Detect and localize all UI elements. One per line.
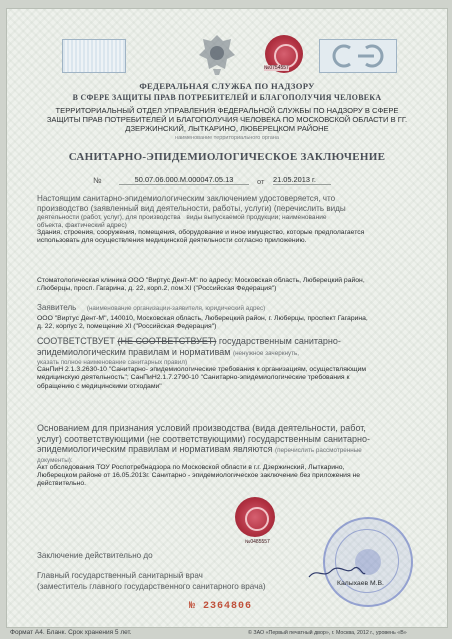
section-1-text: Здания, строения, сооружения, помещения, оборудование и иное имущество, которые предполагается [37, 229, 365, 236]
compliance-text: эпидемиологическим правилам и нормативам [37, 346, 231, 357]
facility-text: Стоматологическая клиника ООО "Виртус Дент-М" по адресу: Московская область, Люберецкий район, [37, 277, 365, 284]
rules-text: обращению с медицинскими отходами" [37, 382, 162, 390]
lead-line: Настоящим санитарно-эпидемиологическим заключением удостоверяется, что [37, 194, 336, 203]
footer-left: Формат А4. Бланк. Срок хранения 5 лет. [10, 629, 132, 636]
facility-text: г.Люберцы, просп. Гагарина, д. 22, корп.2, пом.XI ("Российская Федерация") [37, 285, 277, 293]
basis-text: Акт обследования ТОУ Роспотребнадзора по Московской области в г.г. Дзержинский, Лыткарино, [37, 463, 345, 471]
serial-value: 2364806 [203, 601, 253, 612]
basis-hint: (перечислить рассмотренные [275, 447, 362, 455]
coat-of-arms-icon [195, 31, 239, 77]
department-line: ЗАЩИТЫ ПРАВ ПОТРЕБИТЕЛЕЙ И БЛАГОПОЛУЧИЯ ЧЕЛОВЕКА ПО МОСКОВСКОЙ ОБЛАСТИ В ГГ. [46, 115, 408, 124]
basis-line: услуг) соответствующими (не соответствующими) государственным санитарно- [37, 433, 370, 444]
lead-line: объекта, фактический адрес) [37, 222, 127, 229]
compliance-line [37, 336, 421, 347]
section-1 [37, 194, 421, 246]
applicant-line [37, 297, 421, 315]
section-2 [37, 277, 421, 331]
not-complies-text: (НЕ СООТВЕТСТВУЕТ) [117, 336, 217, 346]
section-3 [37, 336, 421, 391]
number-label: № [93, 176, 102, 185]
basis-text: Люберецком районе от 16.05.2013г. Санитарно - эпидемиологическое заключение без приложения не [37, 472, 361, 480]
footer-right: © ЗАО «Первый печатный двор», г. Москва, 2012 г., уровень «В» [248, 630, 407, 636]
compliance-text: государственным санитарно- [218, 336, 341, 346]
compliance-hint: указать полное наименование санитарных правил) [37, 359, 188, 367]
lead-line-part: виды выпускаемой продукции; наименование [186, 214, 327, 221]
basis-line [37, 444, 421, 457]
validity-label: Заключение действительно до [37, 551, 153, 560]
complies-text: СООТВЕТСТВУЕТ [37, 336, 115, 346]
hologram-number-top: №0754557 [264, 65, 289, 71]
serial-number [189, 601, 252, 612]
basis-text: действительно. [37, 480, 86, 488]
department-block [27, 106, 427, 133]
department-line: ДЗЕРЖИНСКИЙ, ЛЫТКАРИНО, ЛЮБЕРЕЦКОМ РАЙОНЕ [125, 124, 329, 133]
basis-hint: документы): [37, 456, 73, 464]
rules-text: СанПиН 2.1.3.2630-10 "Санитарно- эпидемиологические требования к организациям, осуществляющим [37, 366, 367, 374]
signer-subtitle: (заместитель главного государственного санитарного врача) [37, 582, 266, 591]
agency-line-2: В СФЕРЕ ЗАЩИТЫ ПРАВ ПОТРЕБИТЕЛЕЙ И БЛАГОПОЛУЧИЯ ЧЕЛОВЕКА [72, 93, 382, 102]
applicant-text: д. 22, корпус 2, помещение XI ("Российская Федерация") [37, 322, 217, 330]
date-label: от [257, 177, 265, 186]
applicant-text: ООО "Виртус Дент-М", 140010, Московская область, Люберецкий район, г. Люберцы, проспект Гагарина, [37, 314, 368, 322]
hologram-sticker-bottom [235, 497, 275, 537]
section-4 [37, 423, 421, 489]
agency-line-1: ФЕДЕРАЛЬНАЯ СЛУЖБА ПО НАДЗОРУ [139, 81, 315, 91]
section-1-text: использовать для осуществления медицинской деятельности согласно приложению. [37, 237, 307, 245]
applicant-label: Заявитель [37, 302, 77, 312]
compliance-hint: (ненужное зачеркнуть, [232, 349, 300, 357]
lead-line [37, 214, 421, 222]
department-line: ТЕРРИТОРИАЛЬНЫЙ ОТДЕЛ УПРАВЛЕНИЯ ФЕДЕРАЛЬНОЙ СЛУЖБЫ ПО НАДЗОРУ В СФЕРЕ [55, 106, 399, 115]
serial-label: № [189, 601, 197, 612]
applicant-hint: (наименование организации-заявителя, юридический адрес) [86, 304, 266, 312]
document-date: 21.05.2013 г. [273, 175, 331, 185]
basis-line: Основанием для признания условий производства (вида деятельности, работ, [37, 423, 366, 433]
document-title: САНИТАРНО-ЭПИДЕМИОЛОГИЧЕСКОЕ ЗАКЛЮЧЕНИЕ [68, 151, 386, 163]
department-hint: наименование территориального органа [175, 135, 279, 141]
lead-line-part: деятельности (работ, услуг), для производства [37, 214, 181, 221]
rules-text: медицинскую деятельность"; СанПиН2.1.7.2790-10 "Санитарно-эпидемиологические требования к [37, 374, 350, 382]
lead-line: производство (заявленный вид деятельности, работы, услуги) (перечислить виды [37, 204, 346, 213]
watermark-panel [62, 39, 126, 73]
signer-name: Калыхаев М.В. [337, 580, 384, 587]
se-logo-icon [319, 39, 397, 73]
certificate-sheet [6, 8, 448, 628]
official-stamp [323, 517, 413, 607]
hologram-number-bottom: №0485557 [245, 539, 270, 545]
basis-text: эпидемиологическим правилам и нормативам являются [37, 444, 273, 455]
compliance-line [37, 347, 421, 360]
document-number: 50.07.06.000.М.000047.05.13 [119, 175, 249, 185]
signer-title: Главный государственный санитарный врач [37, 571, 203, 580]
